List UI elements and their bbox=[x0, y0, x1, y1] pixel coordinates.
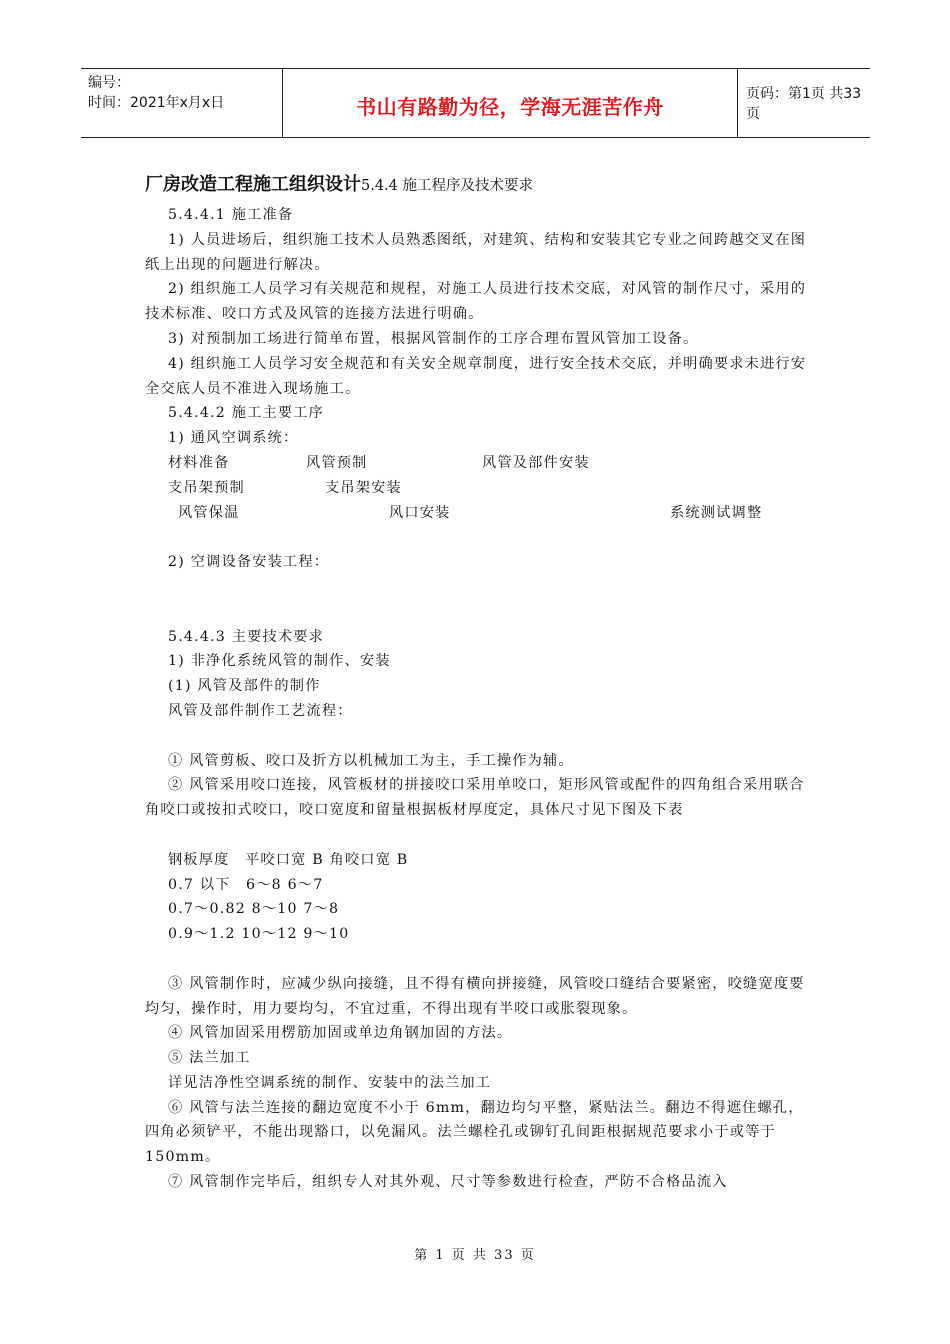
spacer bbox=[145, 525, 807, 550]
section-heading: 5.4.4.1 施工准备 bbox=[168, 207, 294, 223]
paragraph: ② 风管采用咬口连接，风管板材的拼接咬口采用单咬口，矩形风管或配件的四角组合采用联合角咬口或按扣式咬口，咬口宽度和留量根据板材厚度定，具体尺寸见下图及下表 bbox=[145, 777, 805, 819]
paragraph: 3) 对预制加工场进行简单布置，根据风管制作的工序合理布置风管加工设备。 bbox=[168, 330, 699, 347]
flow-row bbox=[145, 451, 807, 476]
flow-step: 风管保温 bbox=[178, 504, 240, 521]
flow-step: 风管及部件安装 bbox=[482, 454, 590, 471]
doc-number-label: 编号： bbox=[88, 75, 130, 91]
section-heading: 5.4.4.3 主要技术要求 bbox=[168, 628, 325, 645]
paragraph: 2) 空调设备安装工程： bbox=[168, 554, 330, 571]
table-row: 钢板厚度 平咬口宽 B 角咬口宽 B bbox=[168, 851, 409, 868]
paragraph: 1) 通风空调系统： bbox=[168, 430, 299, 447]
header-motto: 书山有路勤为径，学海无涯苦作舟 bbox=[356, 94, 664, 119]
paragraph: ⑤ 法兰加工 bbox=[168, 1050, 251, 1067]
paragraph: 详见洁净性空调系统的制作、安装中的法兰加工 bbox=[168, 1074, 492, 1091]
paragraph: ③ 风管制作时，应减少纵向接缝，且不得有横向拼接缝，风管咬口缝结合要紧密，咬缝宽度要均匀，操作时，用力要均匀，不宜过重，不得出现有半咬口或胀裂现象。 bbox=[145, 975, 805, 1017]
paragraph: ① 风管剪板、咬口及折方以机械加工为主，手工操作为辅。 bbox=[168, 752, 574, 769]
document-body bbox=[145, 172, 807, 1195]
flow-step: 风口安装 bbox=[389, 504, 451, 521]
flow-row bbox=[145, 501, 807, 526]
header-meta bbox=[81, 69, 282, 137]
paragraph: (1) 风管及部件的制作 bbox=[168, 678, 321, 695]
title-section: 5.4.4 施工程序及技术要求 bbox=[361, 178, 534, 194]
table-row: 0.7 以下 6～8 6～7 bbox=[168, 876, 324, 893]
spacer bbox=[145, 600, 807, 625]
spacer bbox=[145, 947, 807, 972]
table-row: 0.9～1.2 10～12 9～10 bbox=[168, 926, 350, 943]
paragraph: 风管及部件制作工艺流程： bbox=[168, 702, 353, 719]
section-heading: 5.4.4.2 施工主要工序 bbox=[168, 405, 325, 422]
spacer bbox=[145, 724, 807, 749]
paragraph: 1) 人员进场后，组织施工技术人员熟悉图纸，对建筑、结构和安装其它专业之间跨越交叉在图纸上出现的问题进行解决。 bbox=[145, 231, 807, 273]
flow-step: 支吊架预制 bbox=[168, 479, 245, 496]
doc-time-label: 时间：2021年x月x日 bbox=[88, 95, 225, 111]
document-title bbox=[145, 172, 807, 199]
paragraph: 2) 组织施工人员学习有关规范和规程，对施工人员进行技术交底，对风管的制作尺寸，采用的技术标准、咬口方式及风管的连接方法进行明确。 bbox=[145, 281, 807, 323]
flow-row bbox=[145, 476, 807, 501]
spacer bbox=[145, 823, 807, 848]
flow-step: 支吊架安装 bbox=[325, 479, 402, 496]
flow-step: 风管预制 bbox=[306, 454, 368, 471]
paragraph: ④ 风管加固采用楞筋加固或单边角钢加固的方法。 bbox=[168, 1025, 513, 1042]
flow-step: 材料准备 bbox=[168, 454, 230, 471]
paragraph: ⑥ 风管与法兰连接的翻边宽度不小于 6mm，翻边均匀平整，紧贴法兰。翻边不得遮住螺孔，四角必须铲平，不能出现豁口，以免漏风。法兰螺栓孔或铆钉孔间距根据规范要求小于或等于 150mm。 bbox=[145, 1099, 804, 1166]
table-row: 0.7～0.82 8～10 7～8 bbox=[168, 901, 340, 918]
header-motto-cell bbox=[282, 69, 738, 137]
paragraph: 4) 组织施工人员学习安全规范和有关安全规章制度，进行安全技术交底，并明确要求未进行安全交底人员不准进入现场施工。 bbox=[145, 355, 807, 397]
paragraph: 1) 非净化系统风管的制作、安装 bbox=[168, 653, 391, 670]
header-page-info: 页码：第1页 共33页 bbox=[746, 86, 862, 122]
paragraph: ⑦ 风管制作完毕后，组织专人对其外观、尺寸等参数进行检查，严防不合格品流入 bbox=[168, 1174, 728, 1191]
page-header bbox=[81, 68, 870, 138]
title-bold: 厂房改造工程施工组织设计 bbox=[145, 174, 361, 195]
spacer bbox=[145, 575, 807, 600]
page-footer: 第 1 页 共 33 页 bbox=[414, 1248, 536, 1263]
flow-step: 系统测试调整 bbox=[670, 504, 763, 521]
